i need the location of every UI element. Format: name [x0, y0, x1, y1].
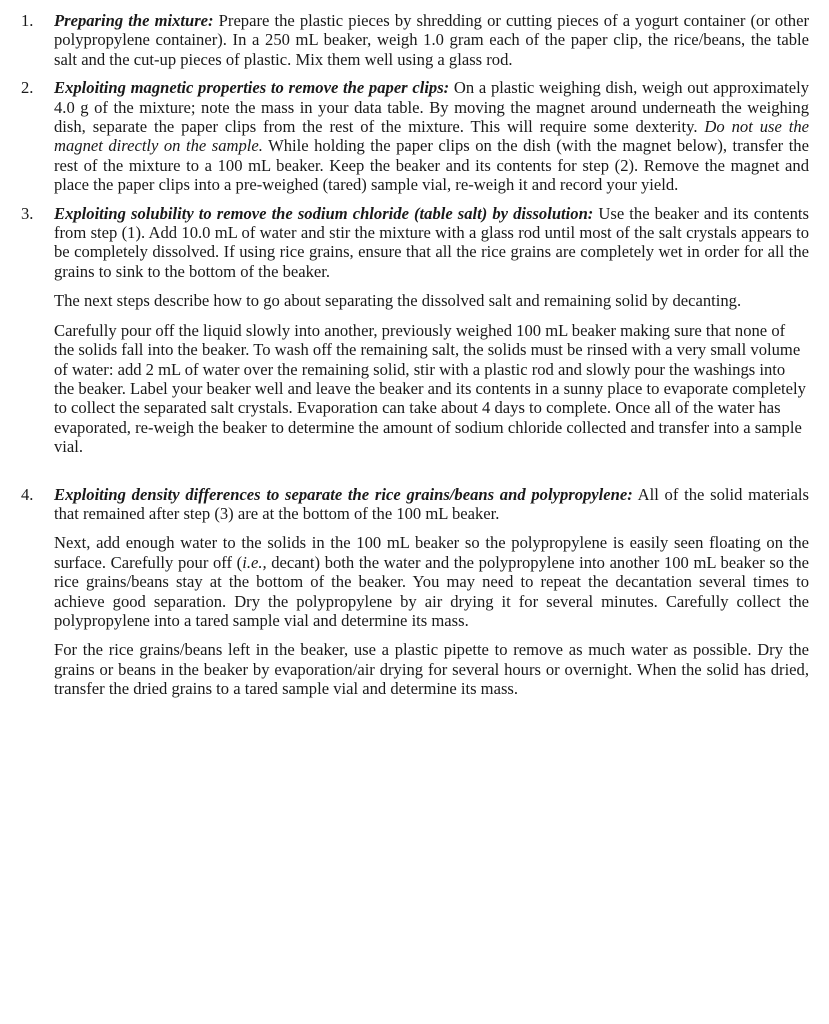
- step-number: 1.: [21, 11, 34, 30]
- step-3: [21, 204, 809, 457]
- step-body: Use the beaker and its contents from step (1). Add 10.0 mL of water and stir the mixture with a glass rod until most of the salt crystals appears to be completely dissolved. If using rice grains, ensure that all the rice grains are completely wet in order for all the grains to sink to the bottom of the beaker.: [54, 203, 810, 281]
- step-3-paragraph-1: The next steps describe how to go about separating the dissolved salt and remaining solid by decanting.: [54, 291, 742, 311]
- step-1: [21, 11, 809, 69]
- step-4-paragraph-2: For the rice grains/beans left in the beaker, use a plastic pipette to remove as much water as possible. Dry the grains or beans in the beaker by evaporation/air drying for several hours or overnight. When the solid has dried, transfer the dried grains to a tared sample vial and determine its mass.: [54, 640, 809, 699]
- step-title: Exploiting magnetic properties to remove the paper clips:: [54, 78, 450, 98]
- step-2-text: [54, 78, 809, 194]
- step-title: Preparing the mixture:: [54, 11, 214, 30]
- step-body: On a plastic weighing dish, weigh out approximately 4.0 g of the mixture; note the mass in your data table. By moving the magnet around underneath the weighing dish, separate the paper clips from the rest of the mixture. This will require some dexterity.: [54, 78, 809, 137]
- step-body: All of the solid materials that remained after step (3) are at the bottom of the 100 mL beaker.: [54, 484, 809, 523]
- procedure-steps: [21, 11, 809, 699]
- step-3-paragraph-2: Carefully pour off the liquid slowly into another, previously weighed 100 mL beaker making sure that none of the solids fall into the beaker. To wash off the remaining salt, the solids must be rinsed with a very small volume of water: add 2 mL of water over the remaining solid, stir with a plastic rod and slowly pour the washings into the beaker. Label your beaker well and leave the beaker and its contents in a sunny place to evaporate completely to collect the separated salt crystals. Evaporation can take about 4 days to complete. Once all of the water has evaporated, re-weigh the beaker to determine the amount of sodium chloride collected and transfer into a sample vial.: [54, 320, 806, 457]
- step-3-text: [54, 204, 809, 282]
- step-title: Exploiting density differences to separate the rice grains/beans and polypropylene:: [54, 484, 633, 504]
- paragraph-text: Next, add enough water to the solids in the 100 mL beaker so the polypropylene is easily seen floating on the surface. Carefully pour off (: [54, 533, 809, 572]
- caution-note: Do not use the magnet directly on the sample.: [54, 117, 809, 156]
- abbreviation: i.e.,: [242, 552, 267, 572]
- step-body-continued: While holding the paper clips on the dish (with the magnet below), transfer the rest of the mixture to a 100 mL beaker. Keep the beaker and its contents for step (2). Remove the magnet and place the paper clips into a pre-weighed (tared) sample vial, re-weigh it and record your yield.: [54, 136, 809, 195]
- step-body: Prepare the plastic pieces by shredding or cutting pieces of a yogurt container (or other polypropylene container). In a 250 mL beaker, weigh 1.0 gram each of the paper clip, the rice/beans, the table salt and the cut-up pieces of plastic. Mix them well using a glass rod.: [54, 11, 809, 69]
- paragraph-text-continued: decant) both the water and the polypropylene into another 100 mL beaker so the rice grains/beans stay at the bottom of the beaker. You may need to repeat the decantation several times to achieve good separation. Dry the polypropylene by air drying it for several minutes. Carefully collect the polypropylene into a tared sample vial and determine its mass.: [54, 552, 809, 630]
- step-4-text: [54, 485, 809, 524]
- step-4-paragraph-1: [54, 533, 809, 630]
- step-1-text: [54, 11, 809, 69]
- step-number: 4.: [21, 484, 34, 504]
- step-2: [21, 78, 809, 194]
- step-number: 3.: [21, 203, 34, 223]
- step-number: 2.: [21, 78, 34, 98]
- step-title: Exploiting solubility to remove the sodium chloride (table salt) by dissolution:: [54, 203, 594, 223]
- step-4: [21, 485, 809, 699]
